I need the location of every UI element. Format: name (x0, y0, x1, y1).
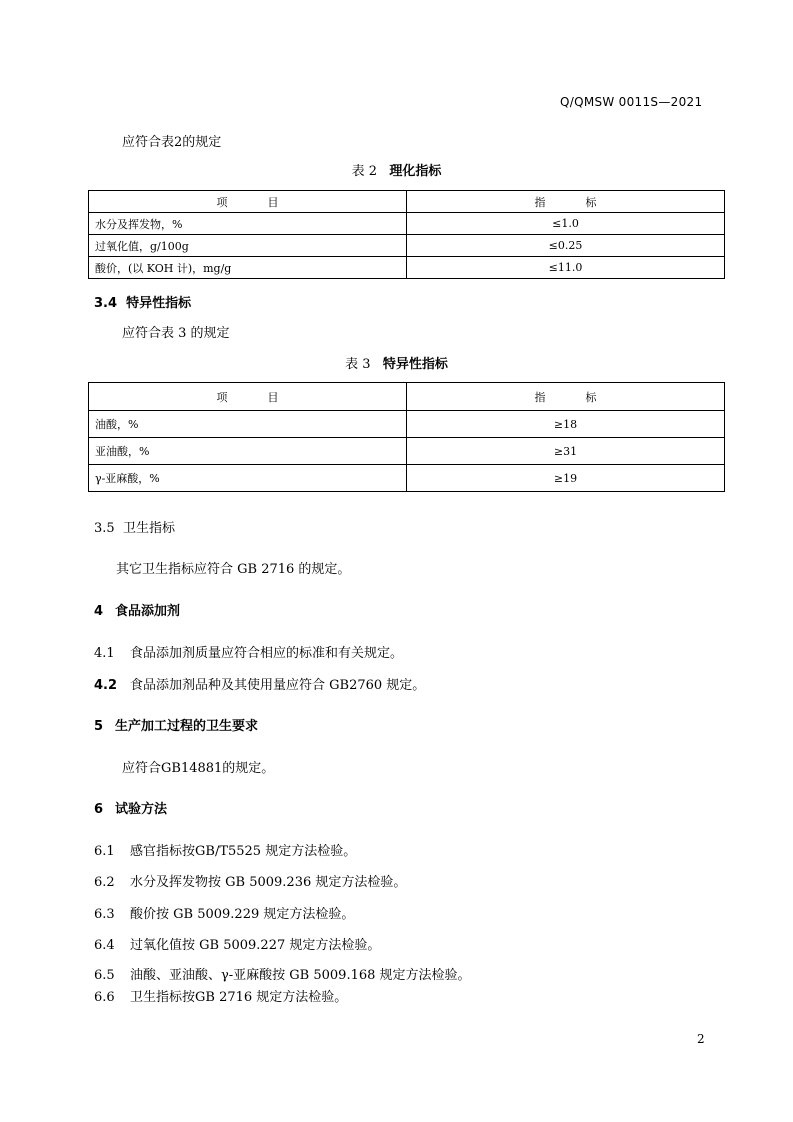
section-6-4: 6.4 过氧化值按 GB 5009.227 规定方法检验。 (94, 938, 381, 953)
section-5-text: 应符合GB14881的规定。 (122, 761, 275, 776)
table2-row-item: 酸价，(以 KOH 计)，mg/g (89, 257, 407, 279)
table3-row-item: 亚油酸，% (89, 438, 407, 465)
table3-header-row (89, 383, 725, 411)
table2-row-item: 水分及挥发物，% (89, 213, 407, 235)
section-3-5-text: 其它卫生指标应符合 GB 2716 的规定。 (116, 562, 351, 577)
table2-header-index: 指 标 (407, 191, 725, 213)
table3-row-value: ≥31 (407, 438, 725, 465)
table3-row-item: 油酸，% (89, 411, 407, 438)
table-row (89, 257, 725, 279)
section-4-2: 4.2 食品添加剂品种及其使用量应符合 GB2760 规定。 (94, 678, 426, 693)
table-row (89, 411, 725, 438)
table2-caption-number: 表 2 (351, 164, 377, 179)
table3-caption-number: 表 3 (345, 357, 371, 372)
section-5-heading: 5 生产加工过程的卫生要求 (94, 719, 259, 734)
table3-header-item: 项 目 (89, 383, 407, 411)
table3 (88, 382, 725, 492)
intro-text: 应符合表2的规定 (122, 135, 222, 150)
table-row (89, 438, 725, 465)
table3-header-index: 指 标 (407, 383, 725, 411)
table3-row-item: γ-亚麻酸，% (89, 465, 407, 492)
table2-row-value: ≤1.0 (407, 213, 725, 235)
table2-row-value: ≤0.25 (407, 235, 725, 257)
section-6-3: 6.3 酸价按 GB 5009.229 规定方法检验。 (94, 907, 355, 922)
table2 (88, 190, 725, 279)
section-6-heading: 6 试验方法 (94, 802, 168, 817)
section-3-5-heading: 3.5 卫生指标 (94, 521, 175, 536)
section-3-4-heading: 3.4 特异性指标 (94, 296, 192, 311)
table-row (89, 465, 725, 492)
table3-row-value: ≥19 (407, 465, 725, 492)
section-3-4-text: 应符合表 3 的规定 (122, 326, 230, 341)
section-4-heading: 4 食品添加剂 (94, 604, 181, 619)
section-6-1: 6.1 感官指标按GB/T5525 规定方法检验。 (94, 844, 357, 859)
table-row (89, 235, 725, 257)
table2-row-item: 过氧化值，g/100g (89, 235, 407, 257)
table-row (89, 213, 725, 235)
document-code: Q/QMSW 0011S—2021 (560, 95, 703, 109)
table2-caption (0, 160, 793, 179)
section-6-5: 6.5 油酸、亚油酸、γ-亚麻酸按 GB 5009.168 规定方法检验。 (94, 968, 471, 983)
table2-row-value: ≤11.0 (407, 257, 725, 279)
page-number: 2 (697, 1032, 705, 1046)
table2-header-row (89, 191, 725, 213)
table2-caption-title: 理化指标 (389, 164, 442, 179)
table3-row-value: ≥18 (407, 411, 725, 438)
table2-header-item: 项 目 (89, 191, 407, 213)
section-6-6: 6.6 卫生指标按GB 2716 规定方法检验。 (94, 990, 348, 1005)
section-4-1: 4.1 食品添加剂质量应符合相应的标准和有关规定。 (94, 646, 404, 661)
table3-caption (0, 353, 793, 372)
table3-caption-title: 特异性指标 (382, 357, 448, 372)
section-6-2: 6.2 水分及挥发物按 GB 5009.236 规定方法检验。 (94, 875, 407, 890)
